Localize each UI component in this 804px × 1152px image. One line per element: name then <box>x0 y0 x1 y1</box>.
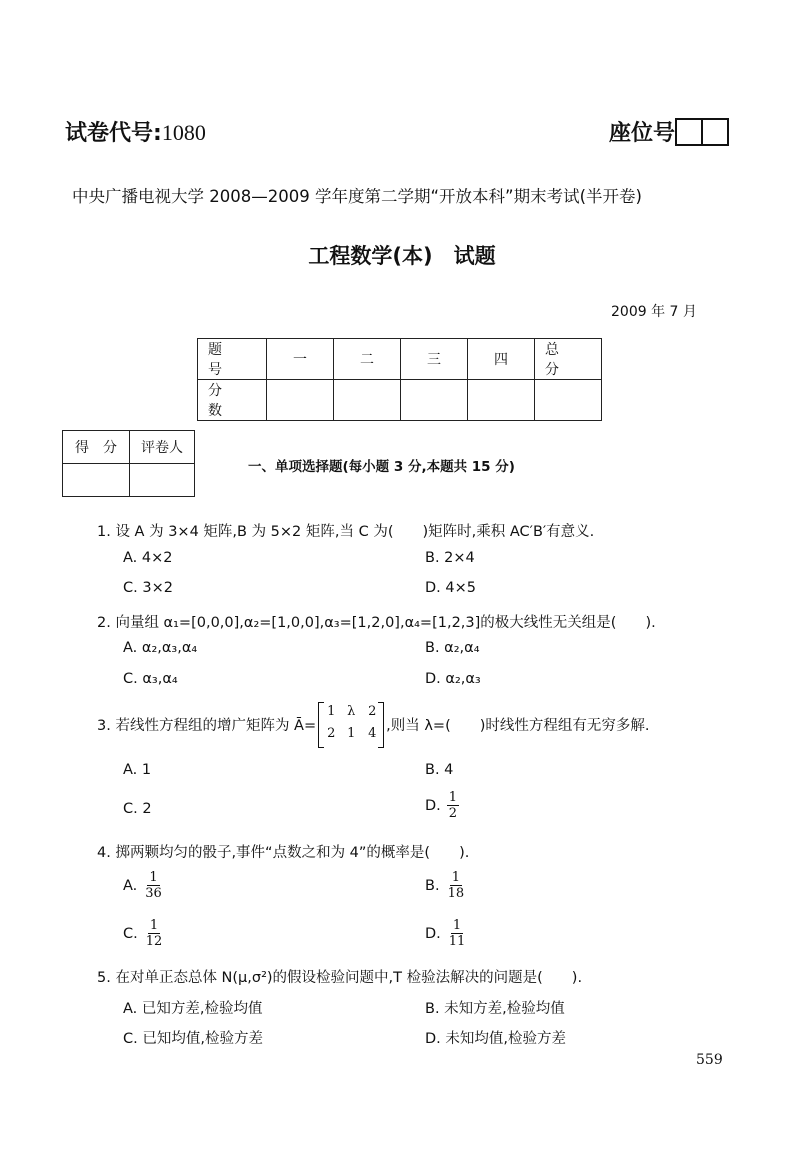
augmented-matrix <box>318 702 384 746</box>
question-3-stem <box>97 702 650 746</box>
q4-option-a-label: A. <box>123 877 138 894</box>
q3-option-b: B. 4 <box>425 762 454 778</box>
score-cell[interactable] <box>334 380 401 421</box>
fraction <box>446 870 467 901</box>
denominator: 2 <box>448 806 458 821</box>
score-header-cell: 题 号 <box>198 339 267 380</box>
numerator: 1 <box>448 790 458 805</box>
seat-number-label: 座位号 <box>609 121 676 146</box>
q3-stem-before: 3. 若线性方程组的增广矩阵为 Ā= <box>97 717 317 734</box>
exam-code <box>65 116 206 147</box>
q5-option-c: C. 已知均值,检验方差 <box>123 1031 263 1047</box>
q4-option-d-label: D. <box>425 925 441 942</box>
q3-option-a: A. 1 <box>123 762 152 778</box>
matrix-left-bracket <box>318 702 324 748</box>
q1-option-d: D. 4×5 <box>425 580 476 596</box>
exam-date: 2009 年 7 月 <box>611 304 697 320</box>
numerator: 1 <box>452 918 462 933</box>
score-cell[interactable] <box>535 380 602 421</box>
denominator: 18 <box>447 886 465 901</box>
question-2-stem: 2. 向量组 α₁=[0,0,0],α₂=[1,0,0],α₃=[1,2,0],α₄=[1,2,3]的极大线性无关组是( ). <box>97 615 656 631</box>
grader-name-cell[interactable] <box>130 464 195 497</box>
page-number: 559 <box>696 1052 723 1068</box>
numerator: 1 <box>451 870 460 885</box>
score-header-cell: 总 分 <box>535 339 602 380</box>
matrix-cell: 1 <box>327 704 336 719</box>
grader-name-label: 评卷人 <box>130 431 195 464</box>
score-header-cell: 一 <box>267 339 334 380</box>
score-table <box>197 338 602 421</box>
fraction <box>143 870 164 901</box>
matrix-cell: 2 <box>327 726 336 741</box>
numerator: 1 <box>149 870 158 885</box>
denominator: 12 <box>145 934 163 949</box>
q4-option-c-label: C. <box>123 925 138 942</box>
q3-option-d-label: D. <box>425 797 441 814</box>
score-cell[interactable] <box>468 380 535 421</box>
score-header-cell: 三 <box>401 339 468 380</box>
matrix-cell: 4 <box>368 726 377 741</box>
q2-option-b: B. α₂,α₄ <box>425 640 480 656</box>
score-row-label: 分 数 <box>198 380 267 421</box>
grader-score-cell[interactable] <box>63 464 130 497</box>
grader-score-label: 得 分 <box>63 431 130 464</box>
fraction <box>447 790 459 821</box>
matrix-cell: 1 <box>347 726 356 741</box>
q2-option-c: C. α₃,α₄ <box>123 671 178 687</box>
denominator: 11 <box>448 934 466 949</box>
q5-option-d: D. 未知均值,检验方差 <box>425 1031 566 1047</box>
q2-option-a: A. α₂,α₃,α₄ <box>123 640 198 656</box>
q5-option-a: A. 已知方差,检验均值 <box>123 1001 263 1017</box>
q4-option-d <box>425 918 467 949</box>
matrix-cell: 2 <box>368 704 377 719</box>
score-table-header-row <box>198 339 602 380</box>
seat-box-1[interactable] <box>675 118 703 146</box>
q4-option-c <box>123 918 164 949</box>
question-4-stem: 4. 掷两颗均匀的骰子,事件“点数之和为 4”的概率是( ). <box>97 845 470 861</box>
question-1-stem: 1. 设 A 为 3×4 矩阵,B 为 5×2 矩阵,当 C 为( )矩阵时,乘积 AC′B′有意义. <box>97 524 595 540</box>
matrix-cell: λ <box>347 704 356 719</box>
q1-option-b: B. 2×4 <box>425 550 475 566</box>
seat-box-2[interactable] <box>703 118 729 146</box>
q3-option-c: C. 2 <box>123 801 152 817</box>
question-5-stem: 5. 在对单正态总体 N(μ,σ²)的假设检验问题中,T 检验法解决的问题是( ). <box>97 970 583 986</box>
score-cell[interactable] <box>267 380 334 421</box>
exam-subtitle: 中央广播电视大学 2008—2009 学年度第二学期“开放本科”期末考试(半开卷) <box>72 187 642 206</box>
score-cell[interactable] <box>401 380 468 421</box>
section-heading: 一、单项选择题(每小题 3 分,本题共 15 分) <box>248 459 515 475</box>
q3-option-d <box>425 790 459 821</box>
fraction <box>144 918 165 949</box>
q4-option-b <box>425 870 466 901</box>
numerator: 1 <box>149 918 159 933</box>
q4-option-a <box>123 870 164 901</box>
q5-option-b: B. 未知方差,检验均值 <box>425 1001 565 1017</box>
fraction <box>447 918 468 949</box>
exam-code-value: 1080 <box>161 120 206 145</box>
score-header-cell: 四 <box>468 339 535 380</box>
score-table-score-row <box>198 380 602 421</box>
q3-stem-after: ,则当 λ=( )时线性方程组有无穷多解. <box>386 717 650 734</box>
exam-code-label: 试卷代号: <box>65 121 162 146</box>
q4-option-b-label: B. <box>425 877 440 894</box>
score-header-cell: 二 <box>334 339 401 380</box>
seat-number <box>609 116 729 147</box>
exam-title: 工程数学(本) 试题 <box>308 244 496 268</box>
q1-option-a: A. 4×2 <box>123 550 173 566</box>
grader-table <box>62 430 195 497</box>
q2-option-d: D. α₂,α₃ <box>425 671 481 687</box>
matrix-right-bracket <box>378 702 384 748</box>
denominator: 36 <box>145 886 162 901</box>
q1-option-c: C. 3×2 <box>123 580 173 596</box>
